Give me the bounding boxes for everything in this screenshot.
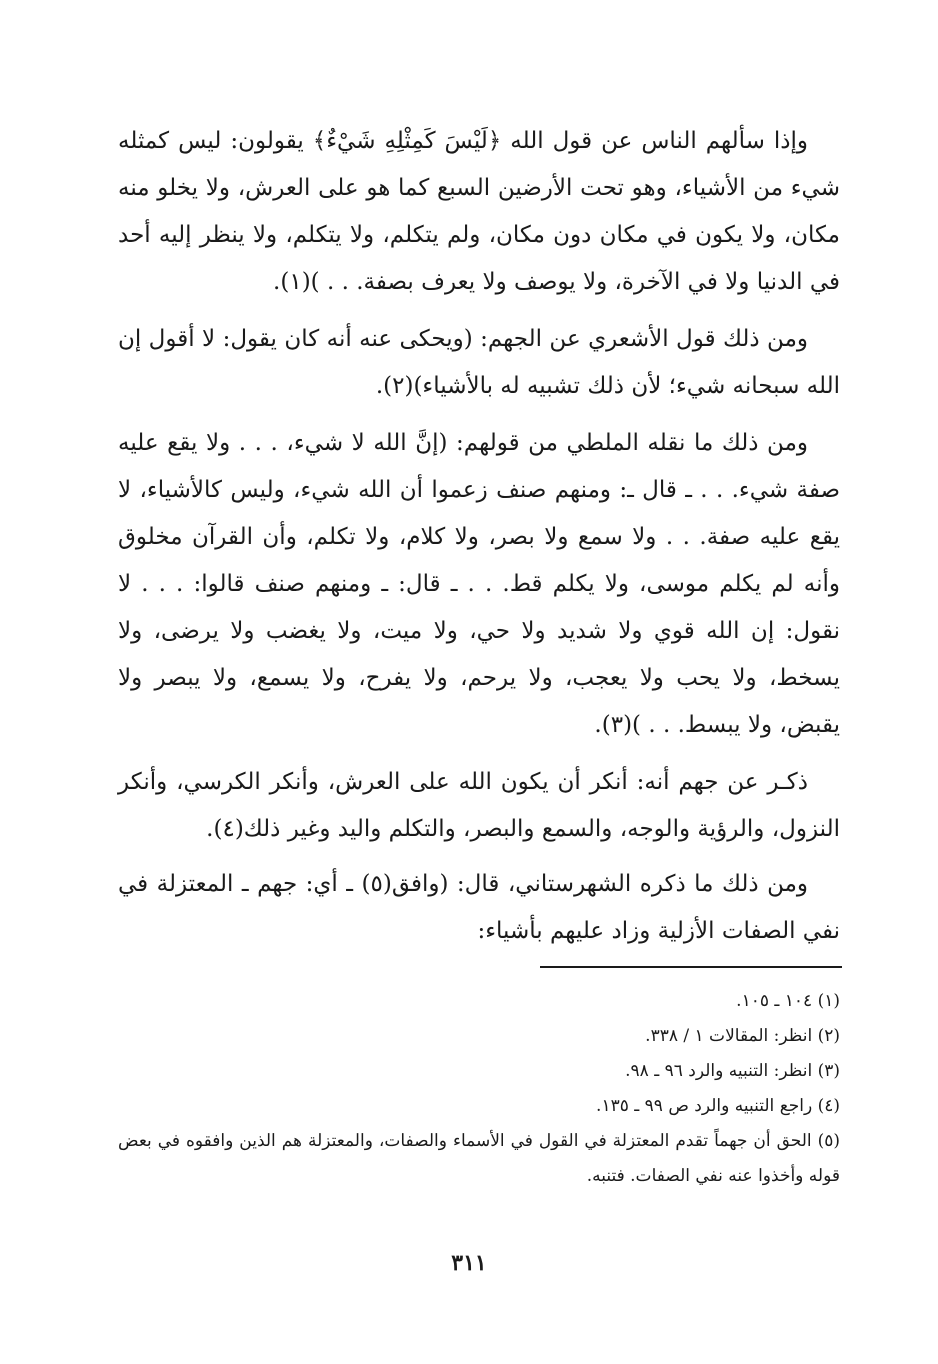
footnote-1: (١) ١٠٤ ـ ١٠٥. [736, 991, 840, 1011]
footnotes [118, 984, 840, 1194]
page-number: ٣١١ [451, 1250, 487, 1276]
paragraph-4: ذكـر عن جهم أنه: أنكر أن يكون الله على العرش، وأنكر الكرسي، وأنكر النزول، والرؤية والوجه، والسمع والبصر، والتكلم واليد وغير ذلك(٤). [118, 769, 840, 842]
footnote-2: (٢) انظر: المقالات ١ / ٣٣٨. [645, 1026, 840, 1046]
paragraph-2: ومن ذلك قول الأشعري عن الجهم: (ويحكى عنه أنه كان يقول: لا أقول إن الله سبحانه شيء؛ لأن ذلك تشبيه له بالأشياء)(٢). [118, 326, 840, 399]
footnote-5: (٥) الحق أن جهماً تقدم المعتزلة في القول في الأسماء والصفات، والمعتزلة هم الذين وافقوه في بعض قوله وأخذوا عنه نفي الصفات. فتنبه. [118, 1131, 840, 1186]
main-text [118, 118, 840, 963]
paragraph-5: ومن ذلك ما ذكره الشهرستاني، قال: (وافق(٥) ـ أي: جهم ـ المعتزلة في نفي الصفات الأزلية وزاد عليهم بأشياء: [118, 871, 840, 944]
footnote-3: (٣) انظر: التنبيه والرد ٩٦ ـ ٩٨. [625, 1061, 840, 1081]
footnote-separator [540, 966, 842, 968]
footnote-4: (٤) راجع التنبيه والرد ص ٩٩ ـ ١٣٥. [596, 1096, 840, 1116]
paragraph-1: وإذا سألهم الناس عن قول الله ﴿لَيْسَ كَمِثْلِهِ شَيْءٌ﴾ يقولون: ليس كمثله شيء من الأشياء، وهو تحت الأرضين السبع كما هو على العرش، ولا يخلو منه مكان، ولا يكون في مكان دون مكان، ولم يتكلم، ولا يتكلم، ولا ينظر إليه أحد في الدنيا ولا في الآخرة، ولا يوصف ولا يعرف بصفة. . . )(١). [118, 128, 840, 295]
paragraph-3: ومن ذلك ما نقله الملطي من قولهم: (إنَّ الله لا شيء، . . . ولا يقع عليه صفة شيء. . . ـ قال ـ: ومنهم صنف زعموا أن الله شيء، وليس كالأشياء، لا يقع عليه صفة. . . ولا سمع ولا بصر، ولا كلام، ولا تكلم، وأن القرآن مخلوق وأنه لم يكلم موسى، ولا يكلم قط. . . ـ قال: ـ ومنهم صنف قالوا: . . . لا نقول: إن الله قوي ولا شديد ولا حي، ولا ميت، ولا يغضب ولا يرضى، ولا يسخط، ولا يحب ولا يعجب، ولا يرحم، ولا يفرح، ولا يسمع، ولا يبصر ولا يقبض، ولا يبسط. . . )(٣). [118, 430, 840, 738]
